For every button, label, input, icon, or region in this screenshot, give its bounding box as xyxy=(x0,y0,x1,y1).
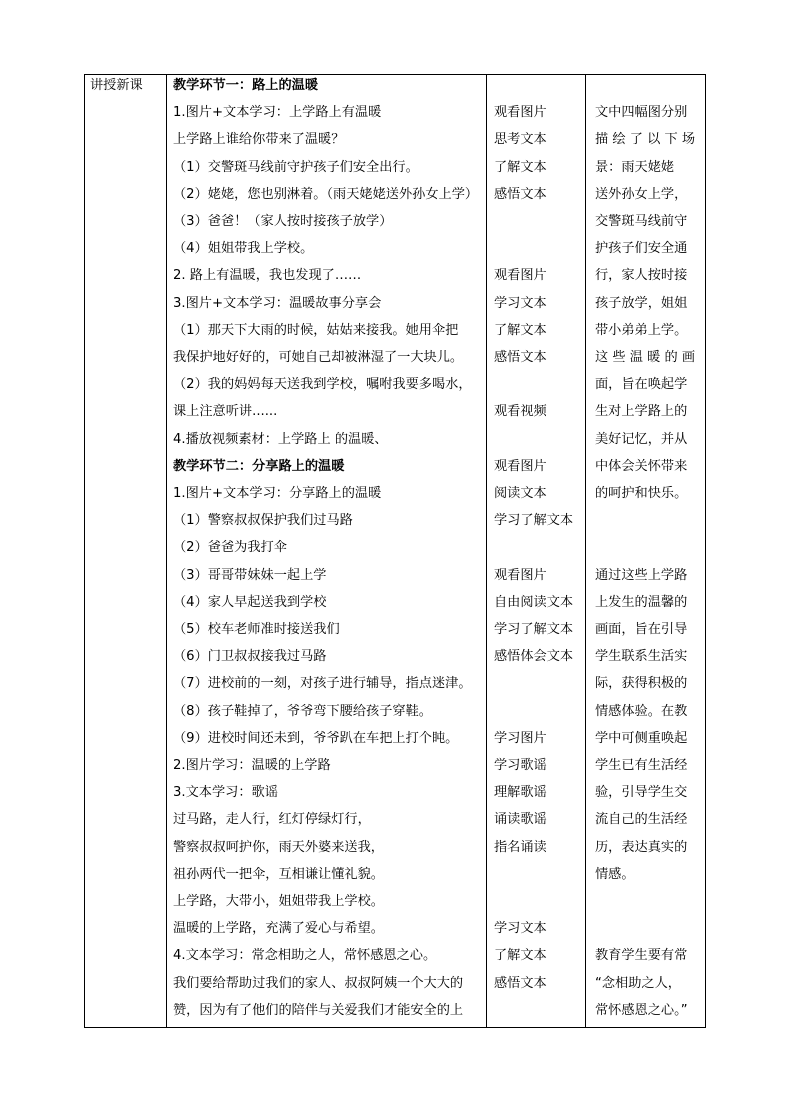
content-line: 1.图片+文本学习：分享路上的温暖 xyxy=(173,486,382,501)
intent-line: 际，获得积极的 xyxy=(595,676,688,692)
intent-line: 生对上学路上的 xyxy=(595,404,688,420)
content-line: 上学路上谁给你带来了温暖？ xyxy=(173,132,345,148)
content-line: 1.图片+文本学习：上学路上有温暖 xyxy=(173,105,382,121)
activity-line: 观看图片 xyxy=(494,567,547,583)
intent-line: 文中四幅图分别 xyxy=(595,105,688,121)
content-line: 我保护地好好的，可她自己却被淋湿了一大块儿。 xyxy=(173,350,464,365)
content-line: 3.文本学习：歌谣 xyxy=(173,785,278,801)
activity-line: 感悟文本 xyxy=(494,350,547,365)
column-divider xyxy=(166,75,167,1027)
activity-line: 理解歌谣 xyxy=(494,785,547,801)
content-line: 2.图片学习：温暖的上学路 xyxy=(173,758,331,773)
content-line: 4.播放视频素材：上学路上 的温暖、 xyxy=(173,431,388,447)
content-line: 我们要给帮助过我们的家人、叔叔阿姨一个大大的 xyxy=(173,975,464,991)
intent-line: 中体会关怀带来 xyxy=(595,458,688,474)
intent-line: 学生联系生活实 xyxy=(595,649,688,665)
intent-line: 情感体验。在教 xyxy=(595,703,688,719)
content-line: 过马路，走人行，红灯停绿灯行， xyxy=(173,812,371,828)
intent-line: 常怀感恩之心。” xyxy=(595,1002,688,1018)
content-line: （1）那天下大雨的时候，姑姑来接我。她用伞把 xyxy=(173,322,459,338)
intent-line: 行，家人按时接 xyxy=(595,268,688,284)
activity-line: 观看图片 xyxy=(494,268,547,284)
content-line: （4）姐姐带我上学校。 xyxy=(173,241,314,257)
content-line: 上学路，大带小，姐姐带我上学校。 xyxy=(173,894,384,909)
content-line: （9）进校时间还未到，爷爷趴在车把上打个盹。 xyxy=(173,730,459,746)
activity-line: 学习文本 xyxy=(494,295,547,311)
intent-line: 历，表达真实的 xyxy=(595,839,688,855)
intent-line: “念相助之人， xyxy=(595,975,681,991)
content-line: 教学环节二：分享路上的温暖 xyxy=(173,458,345,474)
activity-line: 学习了解文本 xyxy=(494,513,574,529)
content-line: （2）姥姥，您也别淋着。（雨天姥姥送外孙女上学） xyxy=(173,186,479,202)
content-line: （6）门卫叔叔接我过马路 xyxy=(173,649,327,665)
content-line: 3.图片+文本学习：温暖故事分享会 xyxy=(173,295,382,311)
activity-line: 感悟体会文本 xyxy=(494,649,574,665)
intent-line: 的呵护和快乐。 xyxy=(595,486,688,501)
content-line: 赞，因为有了他们的陪伴与关爱我们才能安全的上 xyxy=(173,1002,464,1018)
content-line: 4.文本学习：常念相助之人，常怀感恩之心。 xyxy=(173,948,437,964)
intent-line: 美好记忆，并从 xyxy=(595,431,688,447)
content-line: 2. 路上有温暖，我也发现了…… xyxy=(173,268,362,284)
intent-line: 情感。 xyxy=(595,866,635,882)
column-divider xyxy=(486,75,487,1027)
activity-line: 阅读文本 xyxy=(494,486,547,501)
activity-line: 观看图片 xyxy=(494,105,547,121)
activity-line: 了解文本 xyxy=(494,948,547,964)
activity-line: 感悟文本 xyxy=(494,186,547,202)
intent-line: 验，引导学生交 xyxy=(595,785,688,801)
activity-line: 诵读歌谣 xyxy=(494,812,547,828)
content-line: （1）交警斑马线前守护孩子们安全出行。 xyxy=(173,159,419,175)
intent-line: 学生已有生活经 xyxy=(595,758,688,773)
intent-line: 教育学生要有常 xyxy=(595,948,688,964)
activity-line: 自由阅读文本 xyxy=(494,594,574,610)
activity-line: 学习歌谣 xyxy=(494,758,547,773)
activity-line: 学习了解文本 xyxy=(494,622,574,637)
intent-line: 流自己的生活经 xyxy=(595,812,688,828)
intent-line: 通过这些上学路 xyxy=(595,567,688,583)
content-line: （1）警察叔叔保护我们过马路 xyxy=(173,513,353,529)
activity-line: 观看图片 xyxy=(494,458,547,474)
intent-line: 画面，旨在引导 xyxy=(595,622,688,637)
content-line: （7）进校前的一刻，对孩子进行辅导，指点迷津。 xyxy=(173,676,472,692)
content-line: （2）爸爸为我打伞 xyxy=(173,540,287,556)
activity-line: 了解文本 xyxy=(494,159,547,175)
intent-line: 护孩子们安全通 xyxy=(595,241,688,257)
content-line: 课上注意听讲...... xyxy=(173,404,278,420)
intent-line: 这 些 温 暖 的 画 xyxy=(595,350,696,365)
intent-line: 带小弟弟上学。 xyxy=(595,322,688,338)
content-line: （2）我的妈妈每天送我到学校，嘱咐我要多喝水， xyxy=(173,377,472,393)
activity-line: 观看视频 xyxy=(494,404,547,420)
intent-line: 送外孙女上学， xyxy=(595,186,688,202)
activity-line: 学习文本 xyxy=(494,921,547,937)
section-label: 讲授新课 xyxy=(90,78,143,93)
content-line: （3）爸爸！（家人按时接孩子放学） xyxy=(173,214,393,229)
content-line: （5）校车老师准时接送我们 xyxy=(173,622,340,637)
intent-line: 上发生的温馨的 xyxy=(595,594,688,610)
content-line: 教学环节一：路上的温暖 xyxy=(173,78,319,93)
intent-line: 面，旨在唤起学 xyxy=(595,377,688,393)
intent-line: 景：雨天姥姥 xyxy=(595,159,675,175)
content-line: 祖孙两代一把伞，互相谦让懂礼貌。 xyxy=(173,866,384,882)
content-line: （3）哥哥带妹妹一起上学 xyxy=(173,567,327,583)
column-divider xyxy=(585,75,586,1027)
content-line: （8）孩子鞋掉了，爷爷弯下腰给孩子穿鞋。 xyxy=(173,703,432,719)
intent-line: 学中可侧重唤起 xyxy=(595,730,688,746)
activity-line: 了解文本 xyxy=(494,322,547,338)
intent-line: 描 绘 了 以 下 场 xyxy=(595,132,696,148)
activity-line: 思考文本 xyxy=(494,132,547,148)
activity-line: 学习图片 xyxy=(494,730,547,746)
intent-line: 交警斑马线前守 xyxy=(595,214,688,229)
activity-line: 指名诵读 xyxy=(494,839,547,855)
content-line: 警察叔叔呵护你，雨天外婆来送我， xyxy=(173,839,384,855)
intent-line: 孩子放学，姐姐 xyxy=(595,295,688,311)
activity-line: 感悟文本 xyxy=(494,975,547,991)
content-line: （4）家人早起送我到学校 xyxy=(173,594,327,610)
content-line: 温暖的上学路，充满了爱心与希望。 xyxy=(173,921,384,937)
